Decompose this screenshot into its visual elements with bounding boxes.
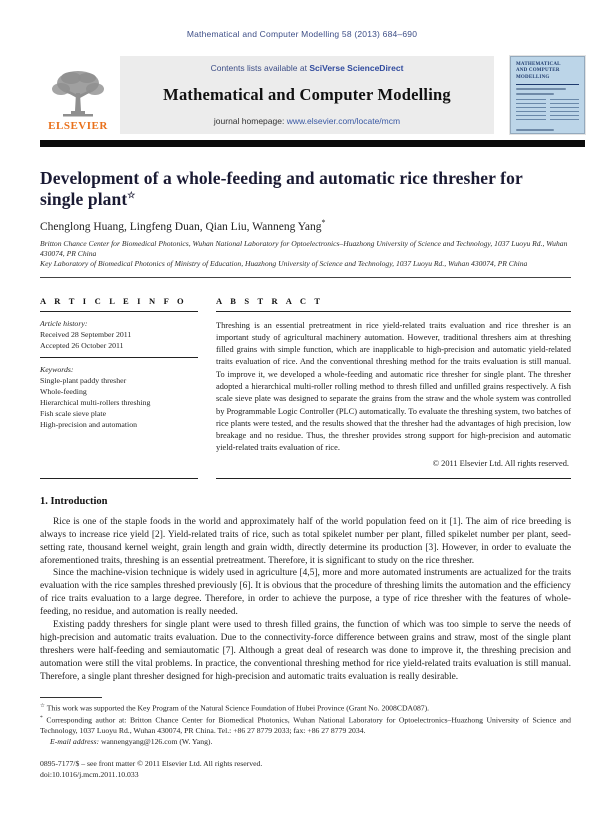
introduction-heading: 1. Introduction <box>40 495 108 507</box>
rule <box>216 478 571 479</box>
intro-paragraph-2: Since the machine-vision technique is widely used in agriculture [4,5], more and more automated instruments are actualized for the traits evaluation with the rice samples threshed previously [6]. It is obvious that the procedure of threshing limits the automation and the efficiency of rice traits evaluation to a large degree. Therefore, in order to achieve the purpose, a type of rice thresher with the features of whole-feeding, no residue, and automation is really needed. <box>40 568 571 618</box>
elsevier-logo[interactable] <box>40 56 116 134</box>
article-info-heading: A R T I C L E I N F O <box>40 295 187 306</box>
journal-banner <box>40 56 585 147</box>
footnote-divider <box>40 697 102 698</box>
funding-footnote-text: This work was supported the Key Program of the Natural Science Foundation of Hubei Province (Grant No. 2008CDA087). <box>46 703 430 713</box>
article-history-label: Article history: <box>40 318 88 328</box>
funding-footnote-star: ☆ <box>40 703 45 710</box>
keyword: High-precision and automation <box>40 420 138 430</box>
sciverse-sciencedirect-link[interactable]: SciVerse ScienceDirect <box>309 63 404 73</box>
journal-cover-thumbnail[interactable] <box>510 56 585 134</box>
cover-editor-columns <box>516 99 579 123</box>
cover-text-placeholder <box>516 88 566 90</box>
affiliation-2: Key Laboratory of Biomedical Photonics of Ministry of Education, Huazhong University of Science and Technology, 1037 Luoyu Rd., Wuhan 430074, PR China <box>40 258 528 268</box>
corresponding-footnote-asterisk: * <box>40 714 43 721</box>
journal-homepage-line <box>126 116 488 126</box>
cover-text-placeholder <box>516 93 554 95</box>
authors-line <box>40 218 571 233</box>
abstract-column <box>216 280 571 479</box>
rule <box>40 357 198 358</box>
elsevier-wordmark: ELSEVIER <box>48 120 108 132</box>
author-names: Chenglong Huang, Lingfeng Duan, Qian Liu, Wanneng Yang <box>40 221 322 234</box>
abstract-text: Threshing is an essential pretreatment in rice yield-related traits evaluation and rice thresher is an important study of agricultural machinery automation. However, traditional threshers aim at threshing filled grains with simple function, which are inapplicable to high-precision and automatic yield-related traits evaluation of rice. And the conventional threshing method for the traits evaluation is still manual. To improve it, we developed a whole-feeding and automatic rice thresher for single plant. The thresher adopted a hierarchical multi-roller rolling method to thresh filled and unfilled grains respectively. A fish scale sieve plate was designed to separate the grains from the straw and the whole system was controlled by Programmable Logic Controller (PLC) automatically. To evaluate the threshing system, two batches of rice plants were tested, and the results showed that the thresher had the advantages of high precision, low breakage and no residue. Thus, the thresher provides strong support for high-precision and automatic yield-related traits evaluation of rice. <box>216 320 571 453</box>
issn-copyright-line: 0895-7177/$ – see front matter © 2011 Elsevier Ltd. All rights reserved. <box>40 759 263 769</box>
journal-homepage-link[interactable]: www.elsevier.com/locate/mcm <box>286 116 401 126</box>
doi-line[interactable]: doi:10.1016/j.mcm.2011.10.033 <box>40 770 139 780</box>
received-date: Received 28 September 2011 <box>40 329 132 339</box>
page-footer <box>40 759 571 781</box>
elsevier-tree-icon <box>49 69 107 119</box>
corresponding-author-asterisk[interactable]: * <box>321 218 326 228</box>
article-history <box>40 318 198 351</box>
keywords-block <box>40 364 198 430</box>
article-info-column <box>40 280 198 479</box>
homepage-label: journal homepage: <box>213 116 285 126</box>
introduction-body <box>40 516 571 685</box>
section-divider <box>40 277 571 278</box>
keyword: Fish scale sieve plate <box>40 409 107 419</box>
rule <box>40 311 198 312</box>
header-divider-bar <box>40 140 585 147</box>
funding-footnote <box>40 703 571 714</box>
contents-lists-prefix: Contents lists available at <box>210 63 307 73</box>
email-label: E-mail address: <box>50 736 100 746</box>
keyword: Whole-feeding <box>40 387 87 396</box>
keyword: Single-plant paddy thresher <box>40 375 127 385</box>
footnotes <box>40 703 571 747</box>
keywords-label: Keywords: <box>40 364 74 374</box>
corresponding-author-footnote <box>40 715 571 737</box>
cover-footer-placeholder <box>516 129 554 131</box>
title-footnote-star[interactable]: ☆ <box>127 189 136 200</box>
intro-paragraph-3: Existing paddy threshers for single plant were used to thresh filled grains, the function of which was too simple to serve the needs of high-precision and automatic traits evaluation. Due to the connectivity-force difference between grains and straw, most of the single plant threshers were half-feeding and semiautomatic [7]. Although a great deal of research was done to improve it, the threshing precision and automation were still the vital problems. In practice, the conventional threshing method for rice yield-related traits evaluation is still manual. Therefore, a single plant thresher designed for high-precision and automatic traits evaluation is really desirable. <box>40 620 571 683</box>
banner-center-panel <box>120 56 494 134</box>
article-title-text: Development of a whole-feeding and automatic rice thresher for single plant <box>40 168 523 209</box>
article-title <box>40 168 562 209</box>
accepted-date: Accepted 26 October 2011 <box>40 340 124 350</box>
intro-paragraph-1: Rice is one of the staple foods in the world and approximately half of the world population feed on it [1]. The aim of rice breeding is always to increase rice yield [2]. Yield-related traits of rice, such as total spikelet number per plant, filled spikelet number per plant, seed-setting rate, thousand kernel weight, grain length and grain width, directly determine its production [3]. However, in order to evaluate the aforementioned traits, threshing is an essential pretreatment. Therefore, it is significant to study on the rice thresher. <box>40 516 571 566</box>
rule <box>40 478 198 479</box>
affiliations <box>40 239 571 269</box>
email-address-link[interactable]: wannengyang@126.com <box>100 736 178 746</box>
info-abstract-section <box>40 280 571 479</box>
affiliation-1: Britton Chance Center for Biomedical Photonics, Wuhan National Laboratory for Optoelectronics–Huazhong University of Science and Technology, 1037 Luoyu Rd., Wuhan 430074, PR China <box>40 239 568 258</box>
abstract-heading: A B S T R A C T <box>216 295 324 306</box>
cover-title: MATHEMATICAL AND COMPUTER MODELLING <box>516 62 579 85</box>
abstract-copyright: © 2011 Elsevier Ltd. All rights reserved. <box>432 458 569 468</box>
email-suffix: (W. Yang). <box>179 736 213 746</box>
journal-citation: Mathematical and Computer Modelling 58 (2013) 684–690 <box>186 29 418 39</box>
corresponding-footnote-text: Corresponding author at: Britton Chance Center for Biomedical Photonics, Wuhan National Laboratory for Optoelectronics–Huazhong University of Science and Technology, 1037 Luoyu Rd., Wuhan 430074, PR China. Tel.: +86 27 8779 2033; fax: +86 27 8779 2034. <box>40 715 571 735</box>
keyword: Hierarchical multi-rollers threshing <box>40 398 151 408</box>
contents-lists-line <box>126 63 488 73</box>
rule <box>216 311 571 312</box>
journal-title: Mathematical and Computer Modelling <box>163 84 451 104</box>
email-footnote <box>40 737 571 748</box>
